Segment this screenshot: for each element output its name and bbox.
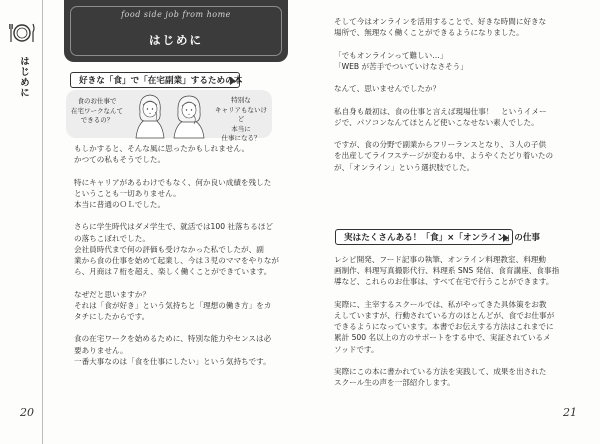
text-line: 「でもオンラインって難しい…」 [334, 50, 448, 60]
right-page-body-top [334, 16, 566, 173]
speech-line: 特別な [231, 96, 251, 104]
text-line: 業から食の仕事を始めて起業し、今は３児のママをやりなが [74, 256, 280, 265]
text-line: 導など、これらのお仕事は、すべて在宅で行うことができます。 [334, 277, 554, 287]
text-line [74, 210, 274, 221]
text-line: の落ちこぼれでした。 [74, 233, 150, 243]
text-line: ジで、パソコンなんてほとんど使いこなせない素人でした。 [334, 117, 539, 127]
section-heading-right: 実はたくさんある！「食」×「オンライン」の仕事 [335, 229, 513, 245]
text-line: レシピ開発、フード記事の執筆、オンライン料理教室、料理動 [334, 255, 546, 264]
text-line: 画制作、料理写真撮影代行、料理系 SNS 発信、食育講座、食事指 [334, 266, 560, 276]
left-page-body [74, 143, 280, 367]
speech-line: 在宅ワークなんて [71, 106, 123, 115]
margin-divider [42, 0, 43, 444]
speech-line: キャリアもないけど [215, 105, 267, 123]
speech-line: 食のお仕事で [77, 97, 117, 105]
text-line [74, 165, 274, 176]
text-line [334, 128, 566, 139]
text-line [334, 355, 566, 366]
text-line: ソッドです。 [334, 344, 379, 354]
text-line: を出産してライフステージが変わる中、ようやくたどり着いたの [334, 151, 554, 161]
illustration-panel [66, 90, 272, 142]
text-line: スクール生の声を一部紹介します。 [334, 378, 455, 388]
side-chapter-label: はじめに [18, 56, 29, 98]
text-line: 特にキャリアがあるわけでもなく、何か良い成績を残した [74, 177, 272, 187]
chapter-header [64, 0, 288, 62]
text-line: タチにしたからです。 [74, 312, 150, 321]
text-line [334, 94, 566, 105]
text-line: 「WEB が苦手でついていけなさそう」 [334, 61, 468, 71]
text-line: できるようになっています。本書でお伝えする方法はこれまでに [334, 322, 554, 332]
text-line [74, 322, 274, 333]
text-line: 私自身も最初は、食の仕事と言えば現場仕事！ というイメー [334, 106, 547, 116]
text-line: 本当に普通のＯＬでした。 [74, 200, 166, 209]
chapter-subtitle: food side job from home [121, 10, 231, 19]
text-line: なぜだと思いますか？ [74, 289, 150, 299]
text-line: 一番大事なのは「食を仕事にしたい」という気持ちです。 [74, 356, 271, 366]
text-line: ということも一切ありません。 [74, 188, 181, 198]
section-heading-left: 好きな「食」で「在宅副業」するための本 [70, 72, 240, 88]
page-number-right: 21 [563, 406, 577, 419]
text-line: ですが、食の分野で副業からフリーランスとなり、３人の子供 [334, 140, 547, 150]
speech-line: 仕事になる？ [221, 134, 261, 142]
speech-line: 本当に [231, 124, 251, 133]
speech-text-left [70, 97, 124, 126]
text-line: 実際に、主宰するスクールでは、私がやってきた具体策をお教 [334, 299, 547, 309]
text-line: 会社員時代まで何の評価も受けなかった私でしたが、副 [74, 244, 264, 254]
plate-and-cutlery-icon [8, 20, 36, 46]
text-line [74, 277, 274, 288]
two-women-illustration [128, 90, 212, 138]
text-line: 要ありません。 [74, 345, 128, 355]
right-page-body-bottom [334, 254, 566, 388]
text-line [334, 38, 566, 49]
chapter-title: はじめに [149, 33, 203, 47]
text-line: なんて、思いませんでしたか？ [334, 84, 441, 94]
speech-line: できるの？ [80, 116, 114, 124]
text-line: 実際にこの本に書かれている方法を実践して、成果を出された [334, 367, 547, 376]
text-line: 食の在宅ワークを始めるために、特別な能力やセンスは必 [74, 334, 272, 344]
text-line: 場所で、無理なく働くことができるようになりました。 [334, 28, 524, 38]
text-line: もしかすると、そんな風に思ったかもしれません。 [74, 144, 250, 153]
text-line: さらに学生時代はダメ学生で、就活では100 社落ちるほど [74, 222, 274, 232]
text-line: かつての私もそうでした。 [74, 155, 166, 165]
text-line: それは「食が好き」という気持ちと「理想の働き方」をカ [74, 300, 272, 310]
text-line: えしていますが、行動されている方のほとんどが、食でお仕事が [334, 311, 555, 320]
text-line: が、「オンライン」という選択肢でした。 [334, 162, 475, 172]
text-line [334, 72, 566, 83]
page-number-left: 20 [20, 406, 34, 419]
speech-text-right [212, 96, 270, 144]
text-line: 累計 500 名以上の方のサポートをする中で、実証されているメ [334, 333, 551, 343]
text-line: ら、月商は７桁を超え、楽しく働くことができています。 [74, 267, 272, 277]
text-line [334, 288, 566, 299]
text-line: そして今はオンラインを活用することで、好きな時間に好きな [334, 17, 547, 26]
